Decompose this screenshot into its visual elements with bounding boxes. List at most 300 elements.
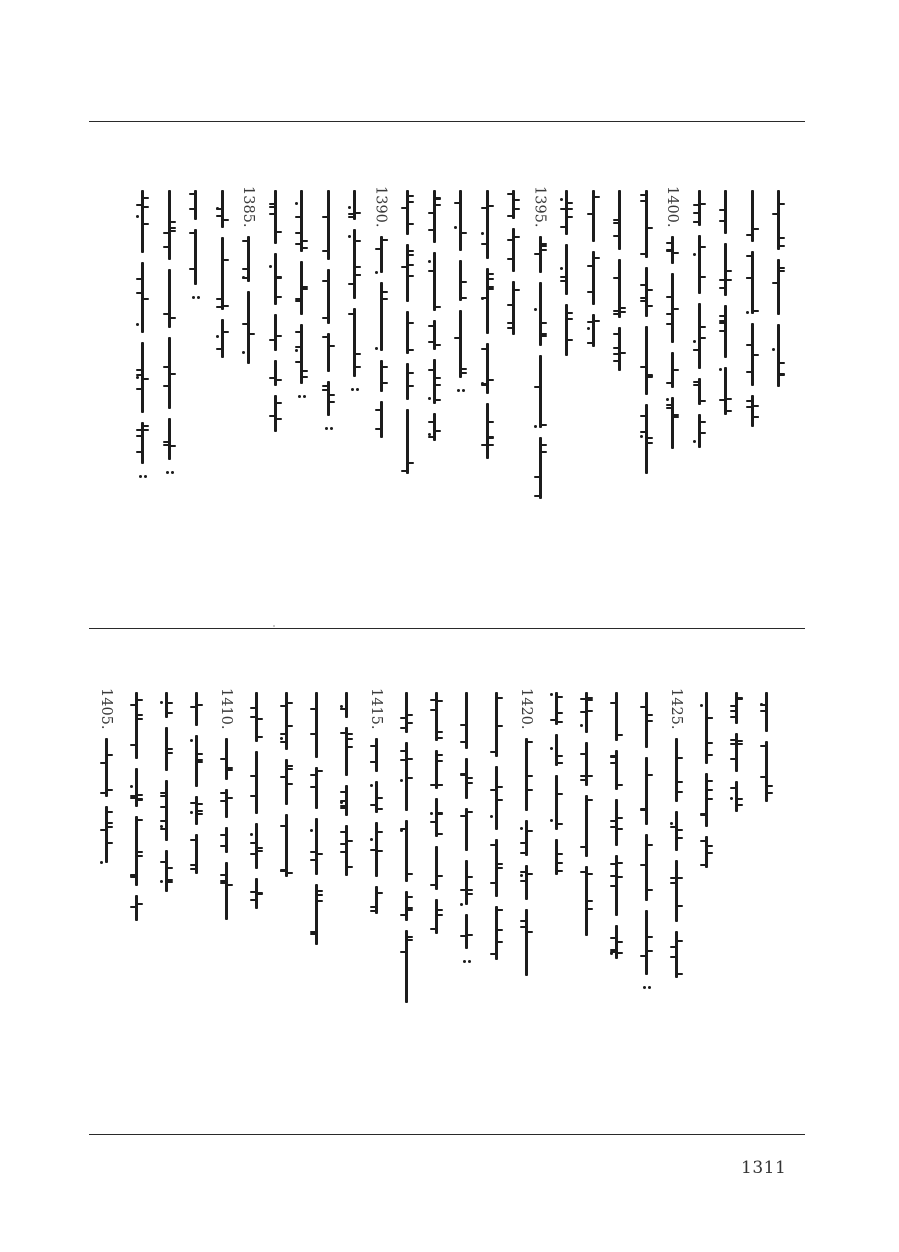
glyph-tooth — [189, 193, 195, 195]
glyph-tooth — [737, 798, 743, 800]
glyph-tooth — [295, 243, 301, 245]
glyph-tooth — [163, 444, 169, 446]
glyph-tooth — [587, 699, 593, 701]
glyph-dot — [454, 226, 457, 229]
glyph-tooth — [707, 798, 713, 800]
glyph-tooth — [400, 750, 406, 752]
glyph-tooth — [437, 754, 443, 756]
glyph-tooth — [302, 370, 308, 372]
glyph-tooth — [269, 339, 275, 341]
glyph-tooth — [348, 283, 354, 285]
glyph-dot — [190, 811, 193, 814]
glyph-tooth — [514, 289, 520, 291]
glyph-tooth — [640, 864, 646, 866]
glyph-tooth — [613, 333, 619, 335]
glyph-tooth — [497, 941, 503, 943]
word-stroke — [221, 319, 224, 358]
glyph-tooth — [481, 243, 487, 245]
glyph-tooth — [677, 877, 683, 879]
glyph-tooth — [269, 415, 275, 417]
glyph-tooth — [408, 250, 414, 252]
word-stroke — [592, 251, 595, 305]
glyph-tooth — [310, 708, 316, 710]
glyph-tooth — [143, 378, 149, 380]
word-stroke — [777, 324, 780, 387]
glyph-tooth — [467, 811, 473, 813]
glyph-tooth — [587, 900, 593, 902]
glyph-dot — [520, 827, 523, 830]
glyph-dot — [640, 435, 643, 438]
glyph-tooth — [220, 874, 226, 876]
glyph-tooth — [276, 418, 282, 420]
word-stroke — [698, 235, 701, 294]
glyph-tooth — [287, 783, 293, 785]
word-stroke — [141, 190, 144, 253]
glyph-tooth — [490, 789, 496, 791]
glyph-tooth — [377, 808, 383, 810]
glyph-tooth — [610, 863, 616, 865]
glyph-tooth — [647, 936, 653, 938]
glyph-dot — [340, 801, 343, 804]
glyph-tooth — [170, 373, 176, 375]
glyph-tooth — [163, 313, 169, 315]
glyph-tooth — [167, 748, 173, 750]
glyph-tooth — [250, 899, 256, 901]
glyph-dot — [534, 308, 537, 311]
glyph-tooth — [460, 815, 466, 817]
glyph-tooth — [461, 232, 467, 234]
word-stroke — [565, 244, 568, 295]
glyph-dot — [693, 340, 696, 343]
glyph-dot — [746, 311, 749, 314]
glyph-tooth — [610, 875, 616, 877]
word-stroke — [380, 360, 383, 392]
glyph-tooth — [137, 714, 143, 716]
word-stroke — [225, 862, 228, 920]
glyph-tooth — [567, 216, 573, 218]
glyph-tooth — [700, 864, 706, 866]
glyph-tooth — [520, 880, 526, 882]
line-number: 1425. — [668, 688, 684, 730]
glyph-dot — [693, 253, 696, 256]
glyph-tooth — [677, 829, 683, 831]
word-stroke — [135, 768, 138, 807]
glyph-tooth — [136, 429, 142, 431]
glyph-tooth — [670, 826, 676, 828]
glyph-tooth — [310, 774, 316, 776]
glyph-tooth — [647, 305, 653, 307]
glyph-tooth — [189, 232, 195, 234]
word-stroke — [165, 780, 168, 841]
glyph-tooth — [557, 862, 563, 864]
glyph-tooth — [400, 759, 406, 761]
glyph-tooth — [507, 215, 513, 217]
glyph-tooth — [317, 900, 323, 902]
glyph-tooth — [197, 753, 203, 755]
word-stroke — [486, 190, 489, 259]
glyph-tooth — [407, 714, 413, 716]
glyph-tooth — [355, 353, 361, 355]
glyph-tooth — [137, 794, 143, 796]
glyph-tooth — [497, 799, 503, 801]
glyph-tooth — [520, 852, 526, 854]
glyph-tooth — [355, 366, 361, 368]
glyph-tooth — [613, 219, 619, 221]
glyph-tooth — [302, 240, 308, 242]
glyph-tooth — [348, 216, 354, 218]
word-stroke — [375, 738, 378, 772]
glyph-tooth — [382, 382, 388, 384]
glyph-tooth — [322, 317, 328, 319]
glyph-tooth — [560, 226, 566, 228]
glyph-tooth — [730, 716, 736, 718]
line-number: 1405. — [98, 688, 114, 730]
glyph-tooth — [719, 287, 725, 289]
glyph-tooth — [435, 197, 441, 199]
glyph-tooth — [467, 782, 473, 784]
glyph-tooth — [557, 853, 563, 855]
glyph-tooth — [317, 770, 323, 772]
glyph-tooth — [726, 398, 732, 400]
glyph-tooth — [163, 385, 169, 387]
glyph-tooth — [640, 808, 646, 810]
word-stroke — [433, 252, 436, 311]
glyph-tooth — [437, 914, 443, 916]
glyph-tooth — [719, 315, 725, 317]
glyph-dot — [136, 323, 139, 326]
colon-punctuation — [643, 986, 651, 989]
word-stroke — [525, 820, 528, 856]
glyph-tooth — [160, 792, 166, 794]
glyph-dot — [430, 812, 433, 815]
glyph-dot — [550, 693, 553, 696]
glyph-tooth — [136, 278, 142, 280]
glyph-tooth — [617, 784, 623, 786]
glyph-tooth — [160, 795, 166, 797]
word-stroke — [168, 190, 171, 260]
glyph-tooth — [647, 289, 653, 291]
glyph-tooth — [613, 353, 619, 355]
glyph-dot — [160, 701, 163, 704]
glyph-tooth — [340, 831, 346, 833]
glyph-tooth — [295, 232, 301, 234]
glyph-tooth — [280, 870, 286, 872]
glyph-tooth — [375, 248, 381, 250]
glyph-tooth — [666, 323, 672, 325]
glyph-tooth — [719, 399, 725, 401]
glyph-tooth — [322, 250, 328, 252]
glyph-tooth — [107, 822, 113, 824]
word-stroke — [406, 363, 409, 400]
glyph-tooth — [507, 193, 513, 195]
middle-rule — [89, 628, 805, 629]
glyph-tooth — [136, 204, 142, 206]
glyph-tooth — [461, 372, 467, 374]
glyph-dot — [269, 265, 272, 268]
glyph-tooth — [460, 889, 466, 891]
word-stroke — [315, 818, 318, 875]
glyph-tooth — [610, 826, 616, 828]
glyph-tooth — [647, 442, 653, 444]
glyph-tooth — [302, 288, 308, 290]
glyph-tooth — [428, 436, 434, 438]
word-stroke — [135, 692, 138, 759]
glyph-tooth — [160, 828, 166, 830]
glyph-tooth — [163, 232, 169, 234]
glyph-tooth — [329, 401, 335, 403]
glyph-tooth — [497, 697, 503, 699]
glyph-tooth — [488, 444, 494, 446]
glyph-tooth — [700, 421, 706, 423]
line-number: 1390. — [372, 186, 389, 228]
word-stroke — [675, 811, 678, 851]
glyph-tooth — [170, 227, 176, 229]
glyph-tooth — [520, 926, 526, 928]
glyph-tooth — [160, 820, 166, 822]
glyph-tooth — [647, 227, 653, 229]
glyph-tooth — [220, 882, 226, 884]
glyph-tooth — [322, 216, 328, 218]
glyph-tooth — [428, 341, 434, 343]
glyph-tooth — [220, 792, 226, 794]
page-number: 1311 — [741, 1158, 787, 1178]
glyph-tooth — [250, 707, 256, 709]
glyph-tooth — [160, 861, 166, 863]
word-stroke — [300, 324, 303, 384]
glyph-tooth — [700, 400, 706, 402]
word-stroke — [247, 236, 250, 282]
glyph-tooth — [779, 270, 785, 272]
glyph-tooth — [437, 813, 443, 815]
glyph-tooth — [617, 817, 623, 819]
glyph-tooth — [693, 212, 699, 214]
glyph-tooth — [257, 847, 263, 849]
glyph-tooth — [242, 240, 248, 242]
glyph-dot — [160, 880, 163, 883]
glyph-tooth — [560, 280, 566, 282]
glyph-tooth — [167, 702, 173, 704]
glyph-tooth — [322, 280, 328, 282]
glyph-tooth — [197, 759, 203, 761]
glyph-tooth — [730, 710, 736, 712]
glyph-tooth — [197, 803, 203, 805]
word-stroke — [565, 190, 568, 235]
glyph-tooth — [557, 696, 563, 698]
glyph-tooth — [107, 789, 113, 791]
glyph-tooth — [295, 361, 301, 363]
line-number: 1410. — [218, 688, 234, 730]
glyph-tooth — [557, 793, 563, 795]
glyph-dot — [348, 235, 351, 238]
glyph-tooth — [382, 291, 388, 293]
word-stroke — [255, 751, 258, 814]
glyph-tooth — [227, 797, 233, 799]
glyph-tooth — [257, 850, 263, 852]
glyph-tooth — [107, 842, 113, 844]
glyph-tooth — [295, 216, 301, 218]
glyph-tooth — [428, 212, 434, 214]
glyph-tooth — [276, 231, 282, 233]
colon-punctuation — [457, 389, 465, 392]
glyph-tooth — [666, 242, 672, 244]
glyph-tooth — [670, 956, 676, 958]
glyph-tooth — [163, 366, 169, 368]
glyph-tooth — [666, 313, 672, 315]
glyph-tooth — [580, 698, 586, 700]
glyph-tooth — [317, 894, 323, 896]
glyph-tooth — [610, 885, 616, 887]
word-stroke — [645, 757, 648, 825]
glyph-tooth — [587, 321, 593, 323]
glyph-dot — [136, 376, 139, 379]
glyph-tooth — [408, 462, 414, 464]
glyph-tooth — [490, 882, 496, 884]
glyph-tooth — [640, 194, 646, 196]
word-stroke — [495, 766, 498, 830]
glyph-tooth — [460, 774, 466, 776]
glyph-tooth — [617, 876, 623, 878]
word-stroke — [327, 333, 330, 372]
glyph-tooth — [677, 973, 683, 975]
glyph-tooth — [587, 291, 593, 293]
glyph-tooth — [430, 699, 436, 701]
word-stroke — [495, 906, 498, 960]
glyph-tooth — [317, 853, 323, 855]
glyph-tooth — [557, 870, 563, 872]
glyph-dot — [130, 785, 133, 788]
glyph-tooth — [269, 377, 275, 379]
glyph-tooth — [401, 470, 407, 472]
glyph-tooth — [437, 909, 443, 911]
glyph-tooth — [223, 331, 229, 333]
glyph-tooth — [567, 208, 573, 210]
glyph-tooth — [507, 239, 513, 241]
glyph-tooth — [435, 399, 441, 401]
glyph-tooth — [382, 366, 388, 368]
colon-punctuation — [298, 395, 306, 398]
glyph-tooth — [666, 296, 672, 298]
glyph-tooth — [461, 281, 467, 283]
glyph-tooth — [467, 777, 473, 779]
glyph-dot — [550, 747, 553, 750]
glyph-tooth — [640, 300, 646, 302]
glyph-tooth — [700, 326, 706, 328]
glyph-tooth — [719, 220, 725, 222]
glyph-tooth — [377, 797, 383, 799]
glyph-tooth — [407, 909, 413, 911]
glyph-tooth — [370, 745, 376, 747]
glyph-tooth — [557, 712, 563, 714]
glyph-tooth — [673, 308, 679, 310]
glyph-tooth — [580, 753, 586, 755]
glyph-tooth — [137, 851, 143, 853]
glyph-tooth — [753, 228, 759, 230]
glyph-tooth — [488, 278, 494, 280]
glyph-tooth — [100, 829, 106, 831]
glyph-tooth — [753, 310, 759, 312]
glyph-tooth — [541, 249, 547, 251]
glyph-dot — [242, 351, 245, 354]
glyph-tooth — [170, 445, 176, 447]
glyph-tooth — [677, 791, 683, 793]
glyph-tooth — [400, 914, 406, 916]
glyph-tooth — [737, 804, 743, 806]
glyph-tooth — [677, 940, 683, 942]
glyph-tooth — [407, 873, 413, 875]
glyph-tooth — [407, 936, 413, 938]
glyph-tooth — [407, 939, 413, 941]
glyph-dot — [560, 198, 563, 201]
glyph-tooth — [700, 814, 706, 816]
glyph-tooth — [460, 935, 466, 937]
word-stroke — [406, 244, 409, 302]
glyph-tooth — [507, 258, 513, 260]
glyph-tooth — [746, 234, 752, 236]
glyph-tooth — [767, 792, 773, 794]
glyph-tooth — [640, 366, 646, 368]
glyph-tooth — [707, 717, 713, 719]
word-stroke — [539, 437, 542, 499]
glyph-tooth — [170, 221, 176, 223]
glyph-tooth — [407, 722, 413, 724]
glyph-tooth — [613, 310, 619, 312]
glyph-tooth — [670, 882, 676, 884]
glyph-tooth — [250, 842, 256, 844]
word-stroke — [247, 291, 250, 364]
glyph-tooth — [401, 207, 407, 209]
glyph-dot — [610, 952, 613, 955]
glyph-tooth — [640, 200, 646, 202]
word-stroke — [675, 931, 678, 978]
glyph-tooth — [719, 322, 725, 324]
glyph-dot — [772, 348, 775, 351]
glyph-tooth — [461, 368, 467, 370]
glyph-tooth — [746, 400, 752, 402]
glyph-tooth — [779, 237, 785, 239]
glyph-tooth — [400, 717, 406, 719]
glyph-tooth — [375, 428, 381, 430]
glyph-tooth — [408, 372, 414, 374]
glyph-tooth — [527, 830, 533, 832]
top-rule — [89, 121, 805, 122]
glyph-tooth — [647, 720, 653, 722]
glyph-tooth — [348, 213, 354, 215]
glyph-dot — [295, 349, 298, 352]
glyph-tooth — [666, 404, 672, 406]
word-stroke — [195, 692, 198, 726]
glyph-tooth — [377, 850, 383, 852]
word-stroke — [525, 909, 528, 976]
glyph-tooth — [454, 337, 460, 339]
glyph-tooth — [216, 298, 222, 300]
glyph-tooth — [408, 254, 414, 256]
glyph-tooth — [488, 421, 494, 423]
glyph-tooth — [347, 866, 353, 868]
glyph-tooth — [753, 416, 759, 418]
glyph-tooth — [302, 376, 308, 378]
glyph-tooth — [377, 831, 383, 833]
glyph-tooth — [647, 714, 653, 716]
glyph-tooth — [527, 775, 533, 777]
glyph-tooth — [490, 953, 496, 955]
glyph-dot — [370, 838, 373, 841]
glyph-tooth — [160, 806, 166, 808]
glyph-tooth — [560, 276, 566, 278]
glyph-tooth — [340, 791, 346, 793]
glyph-tooth — [143, 425, 149, 427]
glyph-tooth — [779, 362, 785, 364]
glyph-tooth — [520, 920, 526, 922]
